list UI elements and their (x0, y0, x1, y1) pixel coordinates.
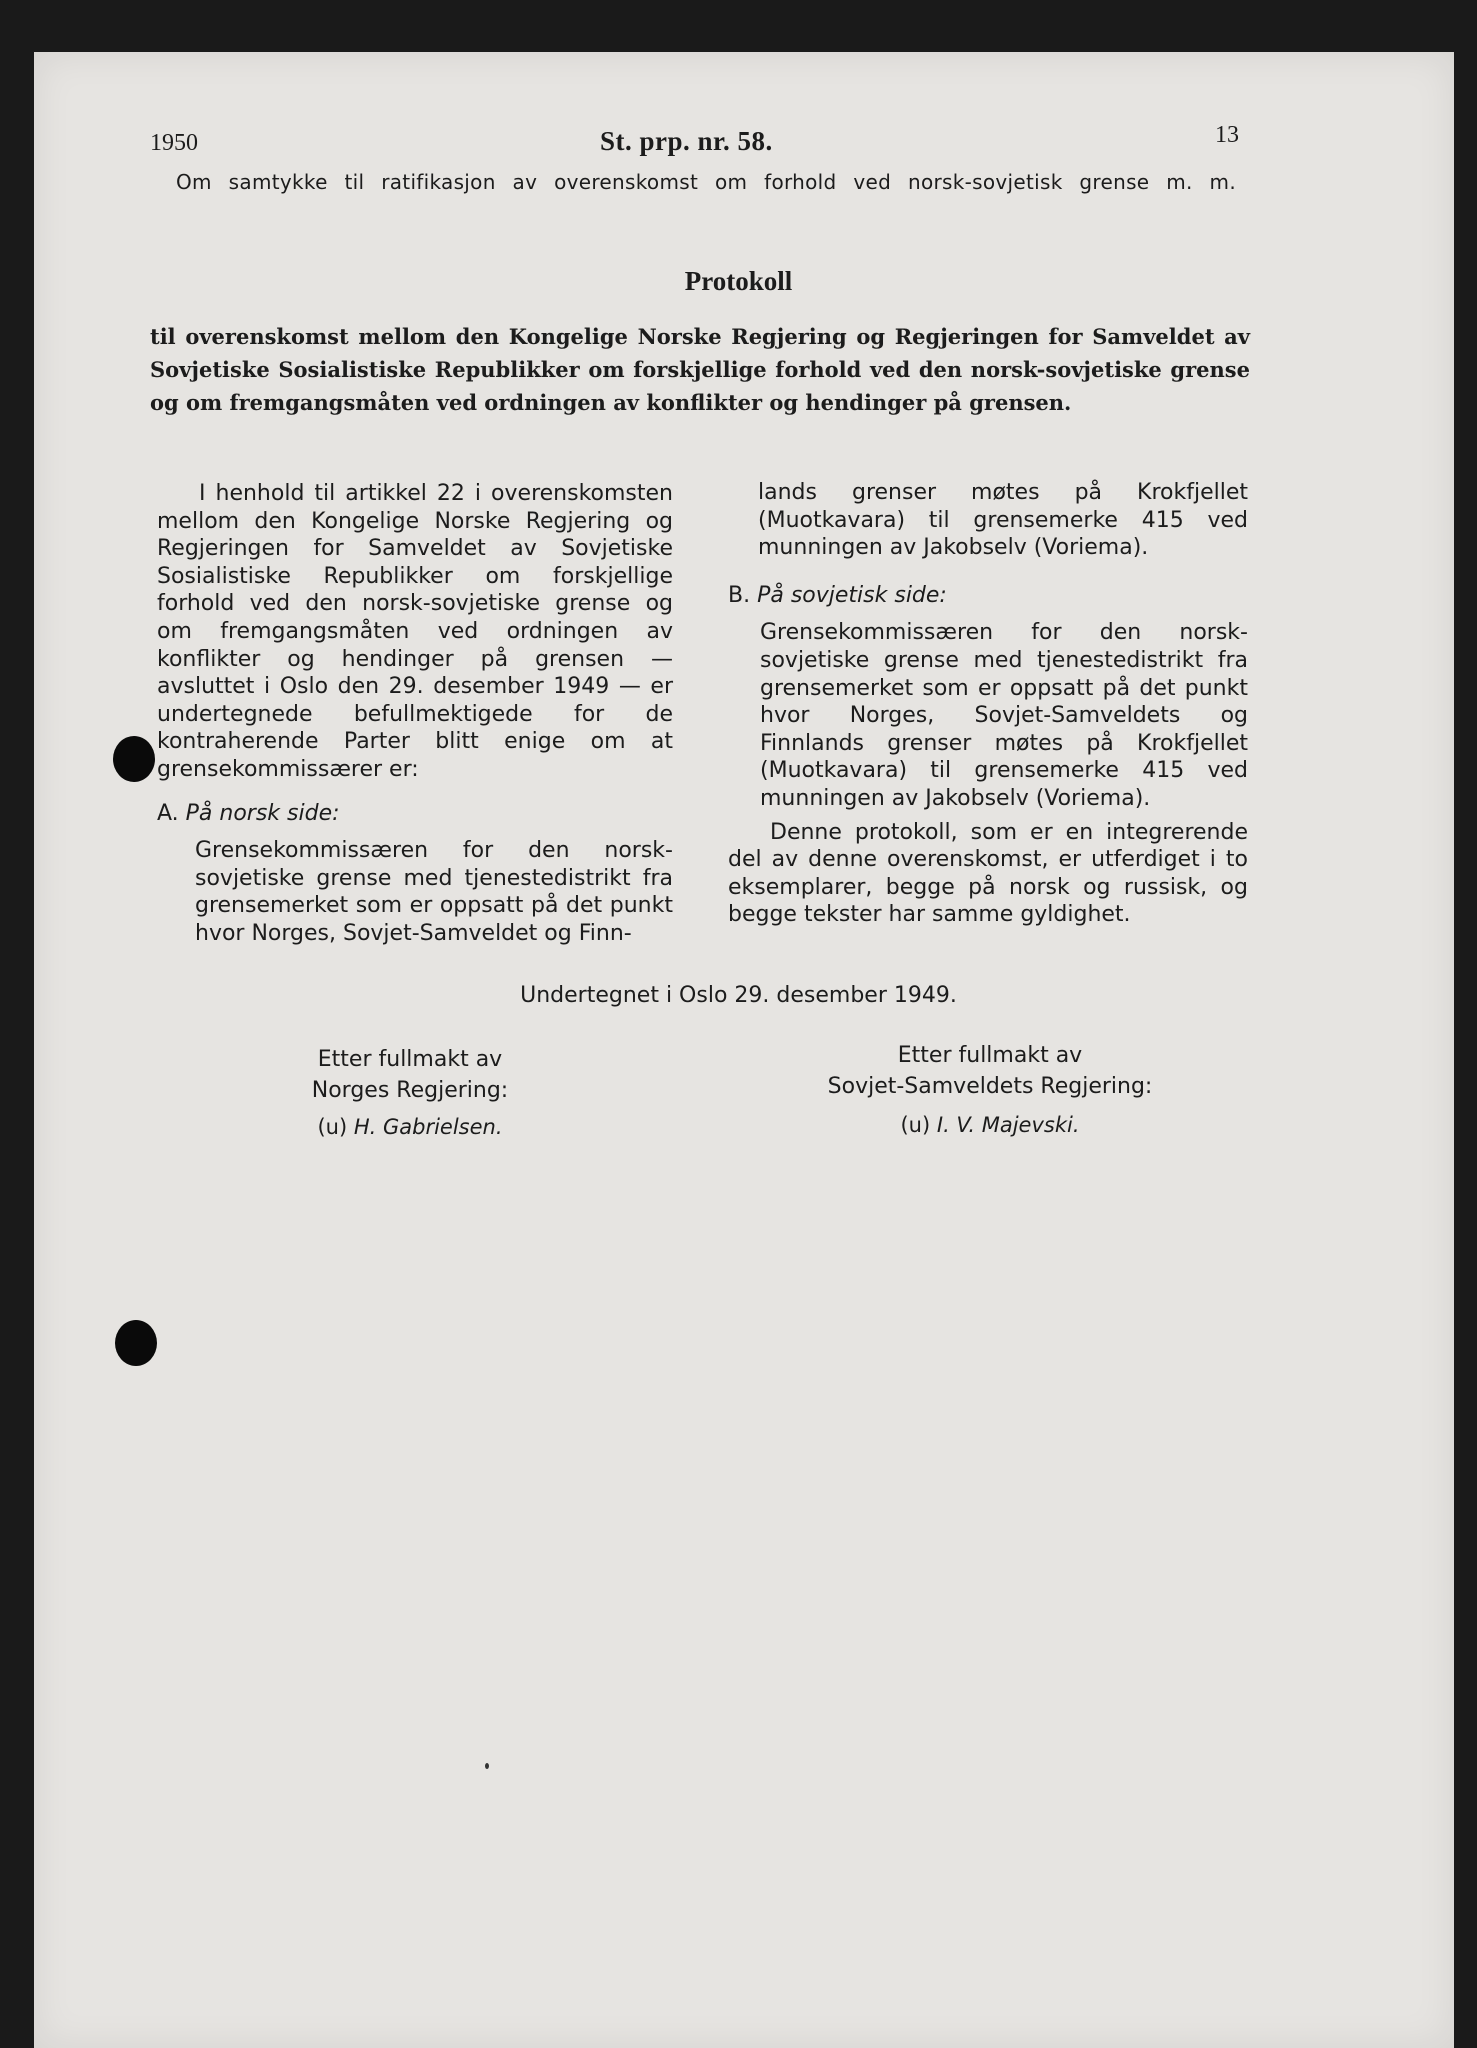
header-subtitle: Om samtykke til ratifikasjon av overenskomst om forhold ved norsk-sovjetisk grense m. m. (176, 170, 1236, 194)
punch-hole-bottom (115, 1320, 157, 1366)
section-b-text: Grensekommissæren for den norsk-sovjetiske grense med tjenestedistrikt fra grensemerket som er oppsatt på det punkt hvor Norges, Sovjet-Samveldets og Finnlands grenser møtes på Krokfjellet (Muotkavara) til grensemerke 415 ved munningen av Jakobselv (Voriema). (760, 620, 1248, 811)
protocol-title: Protokoll (684, 266, 793, 296)
intro-paragraph: I henhold til artikkel 22 i overenskomsten mellom den Kongelige Norske Regjering og Regjeringen for Samveldet av Sovjetiske Sosialistiske Republikker om forskjellige forhold ved den norsk-sovjetiske grense og om fremgangsmåten ved ordningen av konflikter og hendinger på grensen — avsluttet i Oslo den 29. desember 1949 — er undertegnede befullmektigede for de kontraherende Parter blitt enige om at grensekommissærer er: (157, 481, 673, 782)
section-a-heading (157, 800, 673, 828)
header-title: St. prp. nr. 58. (600, 126, 773, 156)
section-b-heading (728, 582, 1248, 610)
signature-left-line2: Norges Regjering: (311, 1078, 509, 1103)
signature-left-prefix: (u) (317, 1115, 348, 1139)
punch-hole-top (113, 736, 155, 782)
closing-paragraph: Denne protokoll, som er en integrerende del av denne overenskomst, er utferdiget i to eksemplarer, begge på norsk og russisk, og begge tekster har samme gyldighet. (728, 819, 1248, 928)
signature-right-line2: Sovjet-Samveldets Regjering: (827, 1074, 1153, 1099)
left-column (157, 480, 673, 948)
signature-left-name: H. Gabrielsen. (353, 1115, 503, 1139)
signature-left (290, 1044, 530, 1143)
signature-right-prefix: (u) (900, 1113, 931, 1137)
section-b-title: På sovjetisk side: (757, 582, 947, 608)
signature-left-line1: Etter fullmakt av (317, 1047, 503, 1072)
signature-right-name: I. V. Majevski. (936, 1113, 1080, 1137)
header-year: 1950 (150, 130, 198, 156)
page-number: 13 (1215, 122, 1239, 148)
signature-right-name-row (800, 1110, 1180, 1141)
paper-speck (485, 1763, 489, 1769)
signature-right-line1: Etter fullmakt av (897, 1043, 1083, 1068)
section-a-text-part2: lands grenser møtes på Krokfjellet (Muotkavara) til grensemerke 415 ved munningen av Jakobselv (Voriema). (758, 480, 1248, 561)
section-a-label: A. (157, 800, 179, 826)
signature-right (800, 1040, 1180, 1141)
section-a-title: På norsk side: (185, 800, 340, 826)
signed-line: Undertegnet i Oslo 29. desember 1949. (520, 983, 957, 1008)
section-b-label: B. (728, 582, 751, 608)
signature-left-name-row (290, 1112, 530, 1143)
protocol-subtitle: til overenskomst mellom den Kongelige Norske Regjering og Regjeringen for Samveldet av Sovjetiske Sosialistiske Republikker om forskjellige forhold ved den norsk-sovjetiske grense og om fremgangsmåten ved ordningen av konflikter og hendinger på grensen. (150, 324, 1250, 415)
section-a-text-part1: Grensekommissæren for den norsk-sovjetiske grense med tjenestedistrikt fra grensemerket som er oppsatt på det punkt hvor Norges, Sovjet-Samveldet og Finn- (195, 838, 673, 946)
right-column (728, 479, 1248, 929)
